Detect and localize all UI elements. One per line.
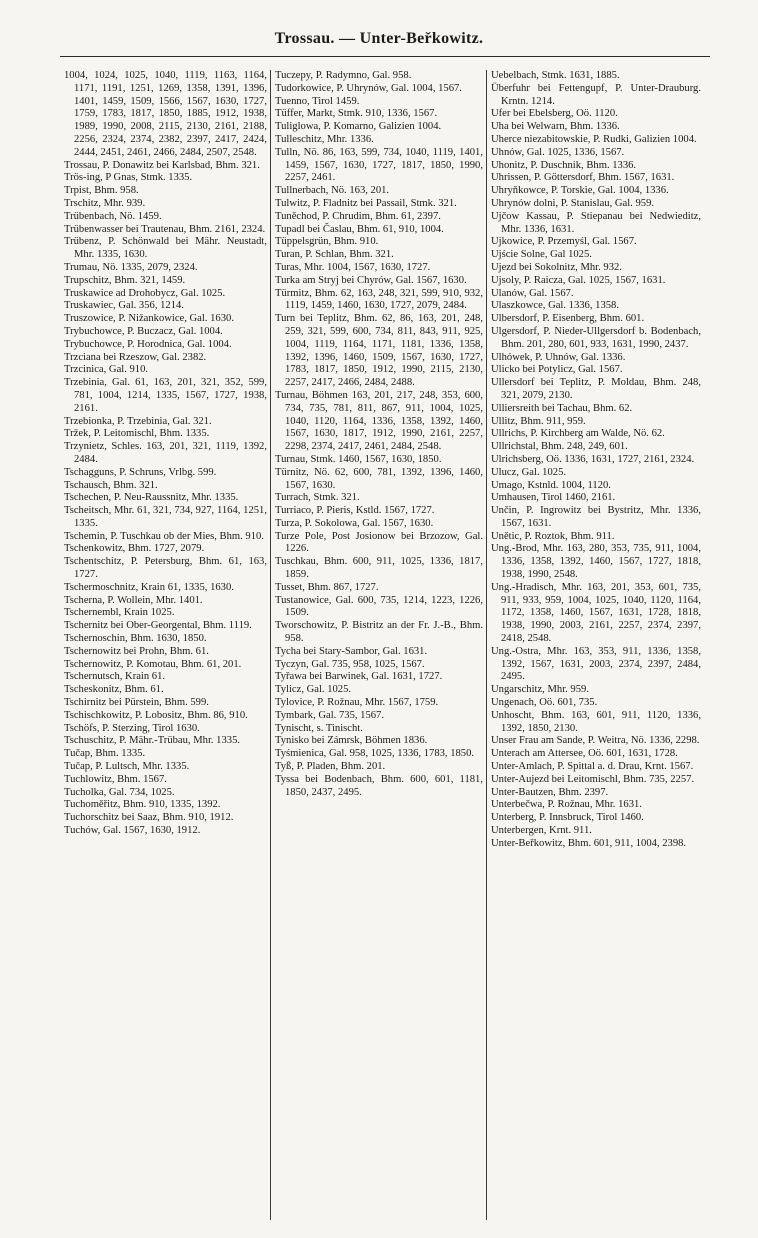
- directory-entry: Ullrichs, P. Kirchberg am Walde, Nö. 62.: [491, 428, 665, 440]
- directory-entry: Unter-Amlach, P. Spittal a. d. Drau, Krnt. 1567.: [491, 761, 694, 773]
- directory-entry: Türnitz, Nö. 62, 600, 781, 1392, 1396, 1460, 1567, 1630.: [275, 466, 483, 491]
- directory-entry: Tuliglowa, P. Komarno, Galizien 1004.: [275, 121, 442, 133]
- directory-entry: Ullersdorf bei Teplitz, P. Moldau, Bhm. 248, 321, 2079, 2130.: [491, 377, 701, 401]
- directory-entry: Ujezd bei Sokolnitz, Mhr. 932.: [491, 261, 622, 273]
- directory-entry: Tudorkowice, P. Uhrynów, Gal. 1004, 1567.: [275, 82, 462, 94]
- directory-entry: Turriaco, P. Pieris, Kstld. 1567, 1727.: [275, 505, 435, 517]
- directory-entry: Tyssa bei Bodenbach, Bhm. 600, 601, 1181, 1850, 2437, 2495.: [275, 773, 483, 798]
- directory-entry: Tscheitsch, Mhr. 61, 321, 734, 927, 1164, 1251, 1335.: [64, 505, 267, 529]
- directory-entry: Trschitz, Mhr. 939.: [64, 197, 146, 209]
- directory-entry: Ung.-Ostra, Mhr. 163, 353, 911, 1336, 1358, 1392, 1567, 1631, 2003, 2374, 2397, 2484, 2495.: [491, 645, 701, 683]
- directory-entry: Tschenkowitz, Bhm. 1727, 2079.: [64, 543, 205, 555]
- directory-entry: Turze Pole, Post Josionow bei Brzozow, Gal. 1226.: [275, 530, 483, 555]
- directory-entry: Überfuhr bei Fettengupf, P. Unter-Drauburg. Krntn. 1214.: [491, 82, 701, 107]
- directory-entry: Tscherna, P. Wollein, Mhr. 1401.: [64, 594, 203, 606]
- column-divider: [486, 70, 487, 1220]
- directory-entry: Trpist, Bhm. 958.: [64, 185, 139, 197]
- directory-entry: Unter-Bautzen, Bhm. 2397.: [491, 786, 609, 798]
- directory-entry: Tyřawa bei Barwinek, Gal. 1631, 1727.: [275, 671, 443, 683]
- directory-entry: Tucholka, Gal. 734, 1025.: [64, 786, 175, 798]
- directory-entry: Umago, Kstnld. 1004, 1120.: [491, 479, 611, 491]
- directory-entry: Tuschkau, Bhm. 600, 911, 1025, 1336, 1817, 1859.: [275, 556, 483, 581]
- directory-entry: Tyczyn, Gal. 735, 958, 1025, 1567.: [275, 658, 425, 670]
- directory-entry: Ungarschitz, Mhr. 959.: [491, 684, 589, 696]
- directory-entry: Ufer bei Ebelsberg, Oö. 1120.: [491, 108, 618, 120]
- directory-entry: Tscheskonitz, Bhm. 61.: [64, 684, 164, 696]
- directory-entry: Turnau, Stmk. 1460, 1567, 1630, 1850.: [275, 453, 442, 465]
- directory-entry: Tržek, P. Leitomischl, Bhm. 1335.: [64, 428, 210, 440]
- directory-entry: Tylicz, Gal. 1025.: [275, 684, 352, 696]
- directory-entry: Truskawice ad Drohobycz, Gal. 1025.: [64, 287, 226, 299]
- directory-entry: Tuchów, Gal. 1567, 1630, 1912.: [64, 825, 201, 837]
- directory-entry: Turrach, Stmk. 321.: [275, 492, 360, 504]
- directory-entry: Tulleschitz, Mhr. 1336.: [275, 133, 374, 145]
- directory-entry: Umhausen, Tirol 1460, 2161.: [491, 492, 616, 504]
- directory-entry: Tupadl bei Časlau, Bhm. 61, 910, 1004.: [275, 223, 444, 235]
- directory-entry: Tschemin, P. Tuschkau ob der Mies, Bhm. 910.: [64, 530, 264, 542]
- directory-entry: Ulbersdorf, P. Eisenberg, Bhm. 601.: [491, 313, 645, 325]
- directory-entry: Truskawiec, Gal. 356, 1214.: [64, 300, 184, 312]
- column-middle: [275, 70, 483, 1220]
- column-divider: [270, 70, 271, 1220]
- directory-entry: Turka am Stryj bei Chyrów, Gal. 1567, 1630.: [275, 274, 467, 286]
- page-title: Trossau. — Unter-Beřkowitz.: [274, 30, 484, 47]
- directory-entry: Tyśmienica, Gal. 958, 1025, 1336, 1783, 1850.: [275, 748, 475, 760]
- directory-entry: Tschentschitz, P. Petersburg, Bhm. 61, 163, 1727.: [64, 556, 267, 581]
- directory-entry: Tynischt, s. Tinischt.: [275, 722, 363, 734]
- directory-entry: Trös-ing, P Gnas, Stmk. 1335.: [64, 172, 193, 184]
- directory-entry: Uha bei Welwarn, Bhm. 1336.: [491, 121, 620, 133]
- directory-entry: Tuenno, Tirol 1459.: [275, 95, 360, 107]
- directory-entry: Ujście Solne, Gal 1025.: [491, 249, 592, 261]
- directory-entry: Tüppelsgrün, Bhm. 910.: [275, 236, 379, 248]
- directory-entry: Tymbark, Gal. 735, 1567.: [275, 709, 385, 721]
- directory-entry: Tuczepy, P. Radymno, Gal. 958.: [275, 70, 412, 81]
- directory-entry: Ung.-Hradisch, Mhr. 163, 201, 353, 601, 735, 911, 933, 959, 1004, 1025, 1040, 1120, 1164, 1172, 1358, 1460, 1567, 1631, 1728, 1818, 1938, 1990, 2003, 2161, 2257, 2374, 2397, 2418, 2548.: [491, 581, 701, 645]
- directory-entry: Trzcinica, Gal. 910.: [64, 364, 149, 376]
- directory-entry: Tschagguns, P. Schruns, Vrlbg. 599.: [64, 466, 217, 478]
- directory-entry: Tüffer, Markt, Stmk. 910, 1336, 1567.: [275, 108, 438, 120]
- directory-entry: Trybuchowce, P. Buczacz, Gal. 1004.: [64, 325, 223, 337]
- column-right: [491, 70, 701, 1220]
- directory-entry: Tusset, Bhm. 867, 1727.: [275, 581, 379, 593]
- directory-entry: Ungenach, Oö. 601, 735.: [491, 697, 598, 709]
- directory-entry: Trybuchowce, P. Horodnica, Gal. 1004.: [64, 338, 232, 350]
- directory-entry: Trübenbach, Nö. 1459.: [64, 210, 162, 222]
- directory-entry: Ulrichsberg, Oö. 1336, 1631, 1727, 2161, 2324.: [491, 453, 695, 465]
- directory-entry: Tuchoměřitz, Bhm. 910, 1335, 1392.: [64, 799, 221, 811]
- column-left: [64, 70, 267, 1220]
- directory-entry: Trzebionka, P. Trzebinia, Gal. 321.: [64, 415, 212, 427]
- directory-entry: Tschernowitz bei Prohn, Bhm. 61.: [64, 645, 209, 657]
- directory-entry: Tučap, P. Lultsch, Mhr. 1335.: [64, 761, 190, 773]
- directory-entry: Trzebinia, Gal. 61, 163, 201, 321, 352, 599, 781, 1004, 1214, 1335, 1567, 1727, 1938, 2161.: [64, 377, 267, 414]
- directory-entry: Tučap, Bhm. 1335.: [64, 748, 146, 760]
- directory-entry: Uhryňkowce, P. Torskie, Gal. 1004, 1336.: [491, 185, 669, 197]
- directory-entry: Uhrissen, P. Göttersdorf, Bhm. 1567, 1631.: [491, 172, 675, 184]
- directory-entry: Ujkowice, P. Przemyśl, Gal. 1567.: [491, 236, 637, 248]
- directory-entry: Unětic, P. Roztok, Bhm. 911.: [491, 530, 615, 542]
- directory-entry: Tschischkowitz, P. Lobositz, Bhm. 86, 910.: [64, 709, 248, 721]
- directory-entry: Tuněchod, P. Chrudim, Bhm. 61, 2397.: [275, 210, 441, 222]
- directory-entry: Türmitz, Bhm. 62, 163, 248, 321, 599, 910, 932, 1119, 1459, 1460, 1630, 1727, 2079, 2484.: [275, 287, 483, 312]
- directory-entry: Ulicko bei Potylicz, Gal. 1567.: [491, 364, 623, 376]
- directory-entry: Tschermoschnitz, Krain 61, 1335, 1630.: [64, 581, 234, 593]
- directory-entry: Ulaszkowce, Gal. 1336, 1358.: [491, 300, 619, 312]
- directory-entry: Tuchlowitz, Bhm. 1567.: [64, 773, 167, 785]
- directory-entry: Trzciana bei Rzeszow, Gal. 2382.: [64, 351, 207, 363]
- directory-entry: Ullitz, Bhm. 911, 959.: [491, 415, 586, 427]
- directory-entry: Tschernitz bei Ober-Georgental, Bhm. 1119.: [64, 620, 252, 632]
- directory-entry: Tschausch, Bhm. 321.: [64, 479, 158, 491]
- directory-entry: Unhoscht, Bhm. 163, 601, 911, 1120, 1336, 1392, 1850, 2130.: [491, 709, 701, 734]
- directory-entry: Uhonitz, P. Duschnik, Bhm. 1336.: [491, 159, 637, 171]
- directory-entry: Tschöfs, P. Sterzing, Tirol 1630.: [64, 722, 200, 734]
- directory-entry: Tschechen, P. Neu-Raussnitz, Mhr. 1335.: [64, 492, 239, 504]
- directory-entry: Trupschitz, Bhm. 321, 1459.: [64, 274, 186, 286]
- directory-entry: Tschernowitz, P. Komotau, Bhm. 61, 201.: [64, 658, 242, 670]
- directory-entry: Tylovice, P. Rožnau, Mhr. 1567, 1759.: [275, 697, 439, 709]
- directory-entry: Unterberg, P. Innsbruck, Tirol 1460.: [491, 812, 644, 824]
- directory-entry: Tschernembl, Krain 1025.: [64, 607, 175, 619]
- directory-entry: Unser Frau am Sande, P. Weitra, Nö. 1336, 2298.: [491, 735, 700, 747]
- directory-entry: Tschernutsch, Krain 61.: [64, 671, 166, 683]
- directory-entry: Trumau, Nö. 1335, 2079, 2324.: [64, 261, 198, 273]
- directory-entry: Tynisko bei Zámrsk, Böhmen 1836.: [275, 735, 428, 747]
- directory-entry: Ung.-Brod, Mhr. 163, 280, 353, 735, 911, 1004, 1336, 1358, 1392, 1460, 1567, 1727, 1818, 1938, 1990, 2548.: [491, 543, 701, 581]
- directory-entry: Ullrichstal, Bhm. 248, 249, 601.: [491, 441, 628, 453]
- directory-entry: Uhrynów dolni, P. Stanislau, Gal. 959.: [491, 197, 655, 209]
- directory-entry: Ulucz, Gal. 1025.: [491, 466, 567, 478]
- directory-entry: Uebelbach, Stmk. 1631, 1885.: [491, 70, 620, 81]
- directory-entry: Tullnerbach, Nö. 163, 201.: [275, 185, 390, 197]
- directory-entry: Trossau, P. Donawitz bei Karlsbad, Bhm. 321.: [64, 159, 260, 171]
- directory-entry: Turn bei Teplitz, Bhm. 62, 86, 163, 201, 248, 259, 321, 599, 600, 734, 811, 843, 911, 925, 1004, 1119, 1164, 1171, 1181, 1336, 1358, 1392, 1396, 1460, 1509, 1567, 1630, 1727, 1783, 1817, 1850, 1912, 1990, 2115, 2130, 2257, 2417, 2466, 2484, 2488.: [275, 313, 483, 389]
- directory-entry: Unterbečwa, P. Rožnau, Mhr. 1631.: [491, 799, 642, 811]
- header-rule: [60, 56, 710, 57]
- directory-entry: Ulhówek, P. Uhnów, Gal. 1336.: [491, 351, 626, 363]
- directory-entry: Tulln, Nö. 86, 163, 599, 734, 1040, 1119, 1401, 1459, 1567, 1630, 1727, 1817, 1850, 1990, 2257, 2461.: [275, 146, 483, 184]
- directory-entry: Unterbergen, Krnt. 911.: [491, 825, 592, 837]
- directory-entry: Trübenz, P. Schönwald bei Mähr. Neustadt, Mhr. 1335, 1630.: [64, 236, 267, 261]
- directory-entry: Trzynietz, Schles. 163, 201, 321, 1119, 1392, 2484.: [64, 441, 267, 465]
- directory-entry: Tschirnitz bei Pürstein, Bhm. 599.: [64, 697, 209, 709]
- directory-entry: Turza, P. Sokolowa, Gal. 1567, 1630.: [275, 517, 434, 529]
- directory-entry: Ulanów, Gal. 1567.: [491, 287, 574, 299]
- directory-entry: Tuchorschitz bei Saaz, Bhm. 910, 1912.: [64, 812, 234, 824]
- directory-entry: Uherce niezabitowskie, P. Rudki, Galizien 1004.: [491, 133, 697, 145]
- directory-entry: Tulwitz, P. Fladnitz bei Passail, Stmk. 321.: [275, 197, 457, 209]
- directory-entry: Turan, P. Schlan, Bhm. 321.: [275, 249, 394, 261]
- directory-entry: Tyß, P. Pladen, Bhm. 201.: [275, 761, 386, 773]
- directory-entry: Ujsoly, P. Raicza, Gal. 1025, 1567, 1631.: [491, 274, 666, 286]
- directory-entry: 1004, 1024, 1025, 1040, 1119, 1163, 1164, 1171, 1191, 1251, 1269, 1358, 1391, 1396, 1401, 1459, 1509, 1566, 1567, 1630, 1727, 1759, 1783, 1817, 1850, 1885, 1912, 1938, 1989, 1990, 2008, 2115, 2130, 2161, 2188, 2256, 2324, 2374, 2382, 2397, 2417, 2424, 2444, 2451, 2461, 2466, 2484, 2507, 2548.: [64, 70, 267, 158]
- directory-entry: Uhnów, Gal. 1025, 1336, 1567.: [491, 146, 625, 158]
- directory-entry: Tustanowice, Gal. 600, 735, 1214, 1223, 1226, 1509.: [275, 594, 483, 619]
- directory-entry: Unter-Beřkowitz, Bhm. 601, 911, 1004, 2398.: [491, 837, 687, 849]
- directory-entry: Truszowice, P. Nižankowice, Gal. 1630.: [64, 313, 234, 325]
- directory-entry: Ulgersdorf, P. Nieder-Ullgersdorf b. Bodenbach, Bhm. 201, 280, 601, 933, 1631, 1990, 2437.: [491, 325, 701, 350]
- directory-entry: Unterach am Attersee, Oö. 601, 1631, 1728.: [491, 748, 678, 760]
- directory-entry: Ulliersreith bei Tachau, Bhm. 62.: [491, 402, 633, 414]
- directory-entry: Unčin, P. Ingrowitz bei Bystritz, Mhr. 1336, 1567, 1631.: [491, 505, 701, 529]
- directory-entry: Turas, Mhr. 1004, 1567, 1630, 1727.: [275, 261, 431, 273]
- directory-entry: Tschuschitz, P. Mähr.-Trübau, Mhr. 1335.: [64, 735, 241, 747]
- directory-entry: Tworschowitz, P. Bistritz an der Fr. J.-B., Bhm. 958.: [275, 620, 483, 645]
- directory-entry: Tycha bei Stary-Sambor, Gal. 1631.: [275, 645, 428, 657]
- directory-entry: Tschernoschin, Bhm. 1630, 1850.: [64, 633, 207, 645]
- directory-entry: Turnau, Böhmen 163, 201, 217, 248, 353, 600, 734, 735, 781, 811, 867, 911, 1004, 1025, 1040, 1120, 1164, 1336, 1358, 1392, 1460, 1567, 1630, 1817, 1912, 1990, 2161, 2257, 2298, 2374, 2417, 2461, 2484, 2548.: [275, 389, 483, 453]
- directory-entry: Trübenwasser bei Trautenau, Bhm. 2161, 2324.: [64, 223, 266, 235]
- directory-entry: Unter-Aujezd bei Leitomischl, Bhm. 735, 2257.: [491, 773, 695, 785]
- directory-entry: Ujčow Kassau, P. Stiepanau bei Nedwieditz, Mhr. 1336, 1631.: [491, 210, 701, 235]
